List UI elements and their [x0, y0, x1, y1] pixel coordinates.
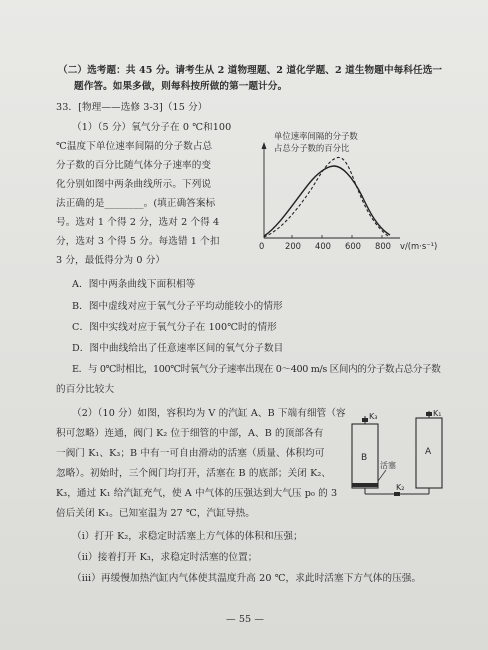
k3-label: K₃	[369, 412, 378, 421]
question-heading: 33．[物理——选修 3-3]（15 分）	[56, 102, 208, 113]
sub-question-iii: （iii）再缓慢加热汽缸内气体使其温度升高 20 ℃，求此时活塞下方气体的压强。	[72, 573, 422, 584]
x-tick-label: 600	[345, 241, 361, 251]
section-line-1: （二）选考题：共 45 分。请考生从 2 道物理题、2 道化学题、2 道生物题中每科任选一	[58, 65, 443, 76]
x-axis-label: v/(m·s⁻¹)	[400, 241, 438, 251]
p2-line: （2）（10 分）如图，容积均为 V 的汽缸 A、B 下端有细管（容	[72, 408, 346, 419]
p1-line: 分，选对 3 个得 5 分。每选错 1 个扣	[56, 236, 220, 247]
sub-question-ii: （ii）接着打开 K₃，求稳定时活塞的位置；	[72, 552, 258, 563]
cylinder-apparatus-diagram	[340, 408, 458, 504]
p1-line: （1）（5 分）氧气分子在 0 ℃和100	[72, 122, 232, 133]
k2-label: K₂	[396, 483, 405, 492]
p1-line: ℃温度下单位速率间隔的分子数占总	[56, 141, 213, 152]
p2-line: 倍后关闭 K₁。已知室温为 27 ℃，汽缸导热。	[56, 508, 256, 519]
solid-curve	[264, 166, 390, 236]
option-a: A．图中两条曲线下面积相等	[72, 279, 196, 290]
speed-distribution-graph	[250, 118, 460, 268]
graph-ylabel-line2: 占总分子数的百分比	[274, 143, 350, 153]
x-tick-label: 400	[315, 241, 331, 251]
k1-valve	[426, 412, 432, 416]
cylinder-b-label: B	[361, 453, 368, 463]
k2-valve	[394, 492, 400, 496]
p1-line: 分子数的百分比随气体分子速率的变	[56, 160, 212, 171]
sub-question-i: （i）打开 K₂，求稳定时活塞上方气体的体积和压强；	[72, 531, 303, 542]
page-number: — 55 —	[226, 614, 265, 625]
k3-valve	[362, 418, 368, 422]
option-e: E．与 0℃时相比，100℃时氧气分子速率出现在 0～400 m/s 区间内的分子数占总分子数	[72, 364, 441, 375]
p1-line: 化分别如图中两条曲线所示。下列说	[56, 179, 212, 190]
x-tick-label: 800	[375, 241, 391, 251]
cylinder-a-label: A	[425, 447, 432, 457]
x-tick-label: 0	[259, 241, 265, 251]
y-axis-arrow	[262, 142, 267, 149]
option-b: B．图中虚线对应于氧气分子平均动能较小的情形	[72, 301, 283, 312]
p2-line: 一阀门 K₁、K₃；B 中有一可自由滑动的活塞（质量、体积均可	[56, 448, 325, 459]
section-line-2: 题作答。如果多做，则每科按所做的第一题计分。	[74, 81, 288, 92]
option-d: D．图中曲线给出了任意速率区间的氧气分子数目	[72, 343, 284, 354]
x-tick-label: 200	[285, 241, 301, 251]
piston	[352, 483, 378, 487]
piston-label: 活塞	[380, 461, 396, 470]
p2-line: 忽略）。初始时，三个阀门均打开，活塞在 B 的底部；关闭 K₂、	[56, 468, 332, 479]
p1-line: 号。选对 1 个得 2 分，选对 2 个得 4	[56, 217, 220, 228]
option-e-cont: 的百分比较大	[56, 384, 115, 395]
p2-line: 积可忽略）连通，阀门 K₂ 位于细管的中部，A、B 的顶部各有	[56, 428, 324, 439]
option-c: C．图中实线对应于氧气分子在 100℃时的情形	[72, 322, 277, 333]
graph-ylabel-line1: 单位速率间隔的分子数	[274, 131, 358, 141]
k1-label: K₁	[433, 409, 442, 418]
p2-line: K₃，通过 K₁ 给汽缸充气，使 A 中气体的压强达到大气压 p₀ 的 3	[56, 488, 338, 499]
p1-line: 3 分，最低得分为 0 分）	[56, 255, 166, 266]
p1-line: 法正确的是________。(填正确答案标	[56, 198, 216, 209]
dashed-curve	[264, 157, 388, 237]
piston-leader-line	[378, 470, 386, 481]
